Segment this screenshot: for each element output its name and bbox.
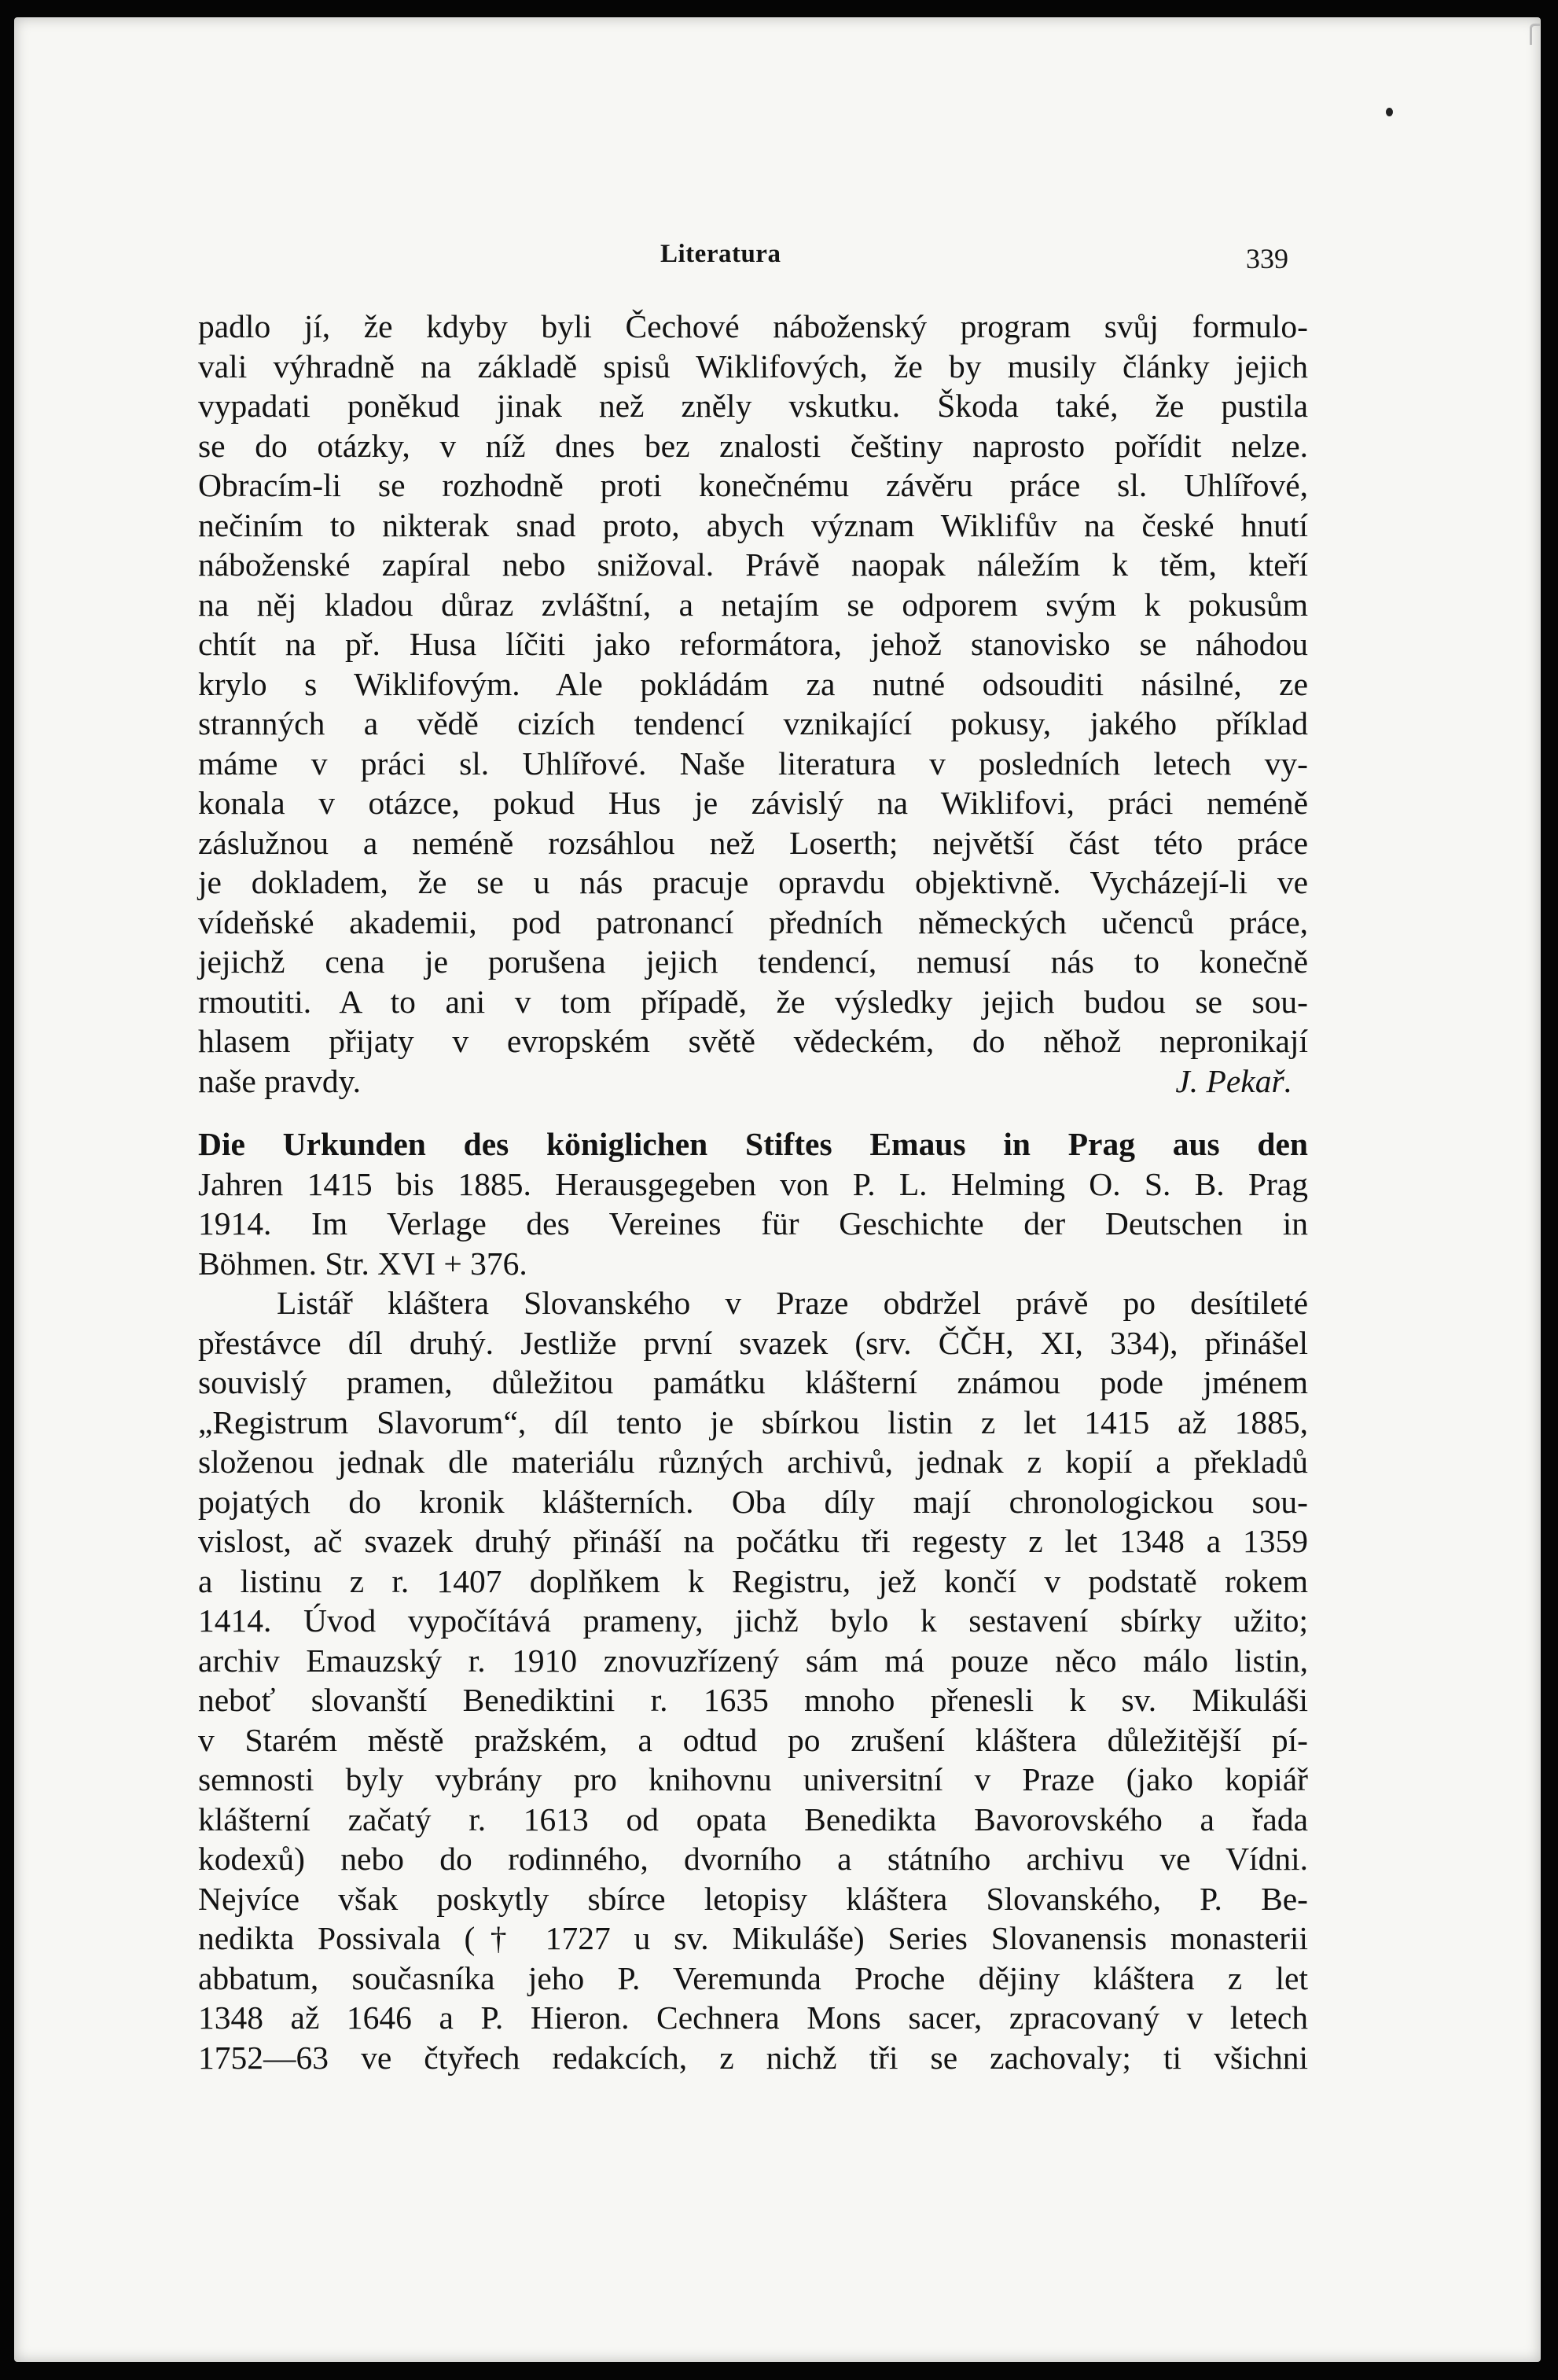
- text-line: semnosti byly vybrány pro knihovnu universitní v Praze (jako kopiář: [198, 1761, 1308, 1797]
- review-continuation: [198, 307, 1308, 1101]
- review-title-line: Jahren 1415 bis 1885. Herausgegeben von P. L. Helming O. S. B. Prag: [198, 1165, 1308, 1202]
- text-line: 1348 až 1646 a P. Hieron. Cechnera Mons sacer, zpracovaný v letech: [198, 1999, 1308, 2036]
- book-page: [14, 17, 1541, 2362]
- text-line: rmoutiti. A to ani v tom případě, že výsledky jejich budou se sou-: [198, 983, 1308, 1020]
- text-line: padlo jí, že kdyby byli Čechové náboženský program svůj formulo-: [198, 308, 1308, 344]
- text-line: a listinu z r. 1407 doplňkem k Registru, jež končí v podstatě rokem: [198, 1562, 1308, 1599]
- text-line: náboženské zapíral nebo snižoval. Právě naopak náležím k těm, kteří: [198, 546, 1308, 583]
- text-line: nedikta Possivala († 1727 u sv. Mikuláše) Series Slovanensis monasterii: [198, 1920, 1308, 1956]
- text-line: krylo s Wiklifovým. Ale pokládám za nutné odsouditi násilné, ze: [198, 665, 1308, 702]
- text-line: složenou jednak dle materiálu různých archivů, jednak z kopií a překladů: [198, 1444, 1308, 1480]
- text-line: vypadati poněkud jinak než zněly vskutku. Škoda také, že pustila: [198, 388, 1308, 424]
- text-line: Obracím-li se rozhodně proti konečnému závěru práce sl. Uhlířové,: [198, 467, 1308, 503]
- text-line: „Registrum Slavorum“, díl tento je sbírkou listin z let 1415 až 1885,: [198, 1403, 1308, 1440]
- page-corner-mark: [1530, 24, 1540, 45]
- text-line: jejichž cena je porušena jejich tendencí, nemusí nás to konečně: [198, 944, 1308, 980]
- author-signature: J. Pekař.: [1175, 1062, 1292, 1099]
- text-line: kodexů) nebo do rodinného, dvorního a státního archivu ve Vídni.: [198, 1841, 1308, 1877]
- review-closing-line: [198, 1061, 1308, 1102]
- text-line: na něj kladou důraz zvláštní, a netajím se odporem svým k pokusům: [198, 586, 1308, 623]
- review-emaus-charters: [198, 1124, 1308, 2077]
- text-line: klášterní začatý r. 1613 od opata Benedikta Bavorovského a řada: [198, 1801, 1308, 1837]
- text-line: archiv Emauzský r. 1910 znovuzřízený sám má pouze něco málo listin,: [198, 1642, 1308, 1679]
- text-line: chtít na př. Husa líčiti jako reformátora, jehož stanovisko se náhodou: [198, 626, 1308, 662]
- review-title-line: 1914. Im Verlage des Vereines für Geschichte der Deutschen in: [198, 1205, 1308, 1241]
- text-line: přestávce díl druhý. Jestliže první svazek (srv. ČČH, XI, 334), přinášel: [198, 1324, 1308, 1361]
- ink-speck: [1386, 108, 1393, 116]
- text-line: souvislý pramen, důležitou památku klášterní známou pode jménem: [198, 1364, 1308, 1400]
- text-line: vídeňské akademii, pod patronancí předních německých učenců práce,: [198, 903, 1308, 940]
- text-line: hlasem přijaty v evropském světě vědeckém, do něhož nepronikají: [198, 1023, 1308, 1059]
- text-line: je dokladem, že se u nás pracuje opravdu objektivně. Vycházejí-li ve: [198, 864, 1308, 900]
- text-line: stranných a vědě cizích tendencí vznikající pokusy, jakého příklad: [198, 705, 1308, 741]
- text-line: vali výhradně na základě spisů Wiklifových, že by musily články jejich: [198, 348, 1308, 384]
- text-line: 1752—63 ve čtyřech redakcích, z nichž tři se zachovaly; ti všichni: [198, 2039, 1308, 2076]
- text-line: vislost, ač svazek druhý přináší na počátku tři regesty z let 1348 a 1359: [198, 1523, 1308, 1559]
- text-line: 1414. Úvod vypočítává prameny, jichž bylo k sestavení sbírky užito;: [198, 1602, 1308, 1639]
- text-line: abbatum, současníka jeho P. Veremunda Proche dějiny kláštera z let: [198, 1959, 1308, 1996]
- text-line: se do otázky, v níž dnes bez znalosti češtiny naprosto pořídit nelze.: [198, 427, 1308, 464]
- text-line: pojatých do kronik klášterních. Oba díly mají chronologickou sou-: [198, 1483, 1308, 1520]
- text-line: naše pravdy.: [198, 1062, 362, 1099]
- text-line: máme v práci sl. Uhlířové. Naše literatura v posledních letech vy-: [198, 745, 1308, 782]
- review-title-line: Die Urkunden des königlichen Stiftes Emaus in Prag aus den: [198, 1126, 1308, 1162]
- running-head: Literatura: [660, 240, 781, 268]
- page-number: 339: [1246, 243, 1288, 274]
- text-line: záslužnou a neméně rozsáhlou než Loserth; největší část této práce: [198, 824, 1308, 861]
- text-line: Listář kláštera Slovanského v Praze obdržel právě po desítileté: [277, 1285, 1308, 1321]
- text-line: neboť slovanští Benediktini r. 1635 mnoho přenesli k sv. Mikuláši: [198, 1682, 1308, 1718]
- text-line: Nejvíce však poskytly sbírce letopisy kláštera Slovanského, P. Be-: [198, 1880, 1308, 1917]
- text-line: v Starém městě pražském, a odtud po zrušení kláštera důležitější pí-: [198, 1721, 1308, 1758]
- text-line: nečiním to nikterak snad proto, abych význam Wiklifův na české hnutí: [198, 506, 1308, 543]
- text-line: konala v otázce, pokud Hus je závislý na Wiklifovi, práci neméně: [198, 785, 1308, 821]
- review-title-line: Böhmen. Str. XVI + 376.: [198, 1245, 527, 1282]
